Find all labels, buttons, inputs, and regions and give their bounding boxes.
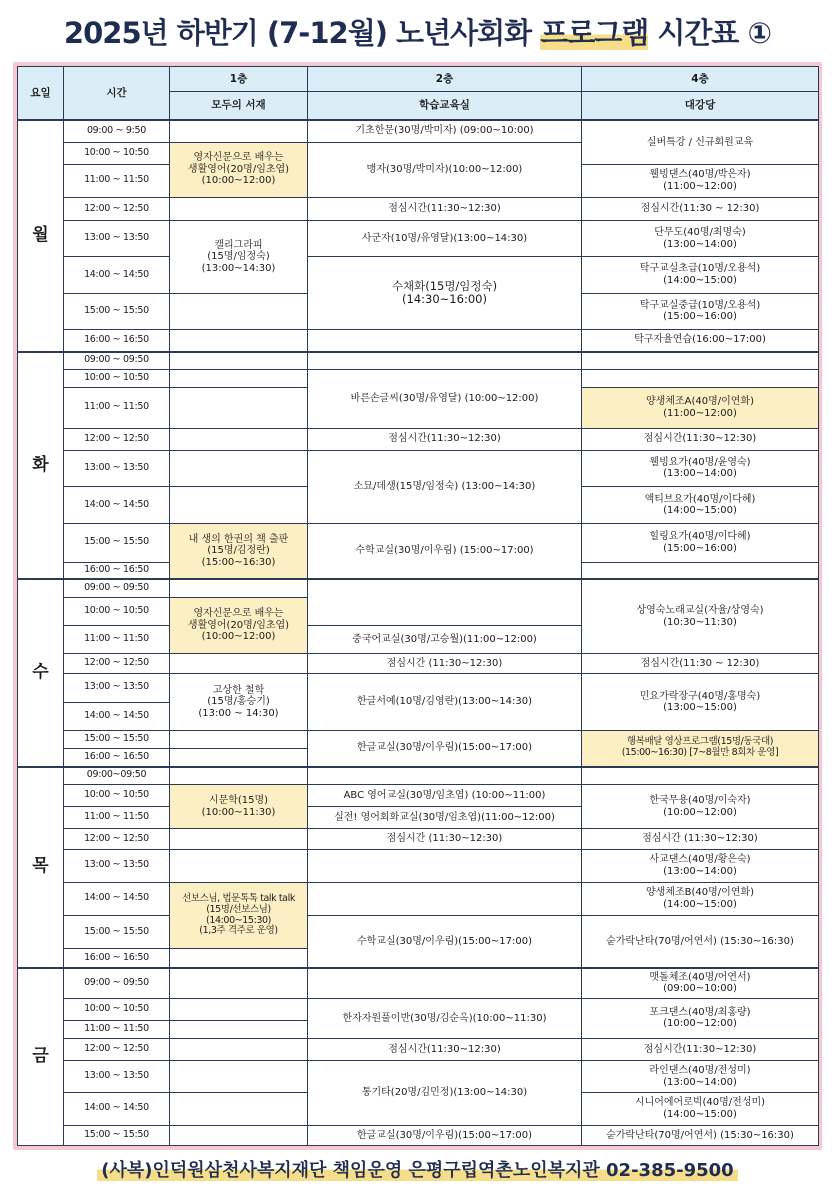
table-row	[18, 197, 819, 220]
empty-cell	[170, 428, 308, 450]
table-row	[18, 257, 819, 293]
table-row	[18, 785, 819, 807]
program-cell: 한글교실(30명/이우림)(15:00~17:00)	[308, 1125, 582, 1145]
time-cell: 12:00 ~ 12:50	[64, 829, 170, 849]
program-cell: 탁구교실초급(10명/오용석) (14:00~15:00)	[582, 257, 819, 293]
empty-cell	[582, 370, 819, 388]
program-cell: 바른손글씨(30명/유영달) (10:00~12:00)	[308, 370, 582, 428]
program-cell: 수채화(15명/임정숙) (14:30~16:00)	[308, 257, 582, 330]
program-cell: 맹자(30명/박미자)(10:00~12:00)	[308, 142, 582, 197]
day-label-tue: 화	[18, 352, 64, 580]
program-cell: 액티브요가(40명/이다혜) (14:00~15:00)	[582, 487, 819, 524]
program-cell: 웰빙댄스(40명/박은자) (11:00~12:00)	[582, 164, 819, 197]
time-cell: 10:00 ~ 10:50	[64, 998, 170, 1020]
empty-cell	[170, 968, 308, 998]
program-cell: 힐링요가(40명/이다혜) (15:00~16:00)	[582, 524, 819, 562]
time-cell: 14:00 ~ 14:50	[64, 257, 170, 293]
empty-cell	[308, 767, 582, 785]
program-cell-highlight: 내 생의 한권의 책 출판 (15명/김정란) (15:00~16:30)	[170, 524, 308, 579]
table-row	[18, 352, 819, 370]
time-cell: 15:00 ~ 15:50	[64, 524, 170, 562]
table-row	[18, 1061, 819, 1093]
program-cell: 점심시간(11:30~12:30)	[308, 1038, 582, 1060]
empty-cell	[170, 998, 308, 1020]
table-row	[18, 221, 819, 257]
empty-cell	[308, 882, 582, 915]
title-tail: 시간표 ①	[648, 16, 772, 50]
program-cell: 한글서예(10명/김영란)(13:00~14:30)	[308, 674, 582, 730]
table-row	[18, 916, 819, 949]
time-cell: 15:00 ~ 15:50	[64, 293, 170, 329]
empty-cell	[582, 352, 819, 370]
table-row	[18, 579, 819, 597]
empty-cell	[170, 949, 308, 968]
title-main: 2025년 하반기 (7-12월) 노년사회화	[63, 16, 541, 50]
time-cell: 10:00 ~ 10:50	[64, 370, 170, 388]
empty-cell	[170, 654, 308, 674]
time-cell: 15:00 ~ 15:50	[64, 916, 170, 949]
time-cell: 14:00 ~ 14:50	[64, 487, 170, 524]
footer-text: (사복)인덕원삼천사복지재단 책임운영 은평구립역촌노인복지관 02-385-9500	[97, 1160, 737, 1181]
time-cell: 09:00 ~ 9:50	[64, 120, 170, 142]
empty-cell	[170, 730, 308, 748]
program-cell: 점심시간(11:30~12:30)	[308, 428, 582, 450]
time-cell: 10:00 ~ 10:50	[64, 785, 170, 807]
empty-cell	[170, 1093, 308, 1125]
time-cell: 13:00 ~ 13:50	[64, 849, 170, 882]
time-cell: 11:00 ~ 11:50	[64, 388, 170, 428]
time-cell: 16:00 ~ 16:50	[64, 329, 170, 351]
table-row	[18, 674, 819, 702]
table-row	[18, 428, 819, 450]
time-cell: 12:00 ~ 12:50	[64, 428, 170, 450]
program-cell: 점심시간(11:30~12:30)	[582, 1038, 819, 1060]
empty-cell	[170, 388, 308, 428]
table-row	[18, 524, 819, 562]
program-cell: 웰빙요가(40명/윤영숙) (13:00~14:00)	[582, 450, 819, 486]
empty-cell	[170, 1020, 308, 1038]
program-cell: 중국어교실(30명/고승월)(11:00~12:00)	[308, 626, 582, 654]
table-row	[18, 829, 819, 849]
time-cell: 11:00 ~ 11:50	[64, 1020, 170, 1038]
program-cell: 통기타(20명/김민정)(13:00~14:30)	[308, 1061, 582, 1125]
program-cell: 사군자(10명/유영달)(13:00~14:30)	[308, 221, 582, 257]
program-cell: 사교댄스(40명/황은숙) (13:00~14:00)	[582, 849, 819, 882]
program-cell: 실전! 영어회화교실(30명/임초엽)(11:00~12:00)	[308, 807, 582, 829]
header-floor2: 2층	[308, 67, 582, 92]
program-cell: 소묘/데생(15명/임정숙) (13:00~14:30)	[308, 450, 582, 524]
empty-cell	[170, 829, 308, 849]
program-cell-highlight: 행복배달 영상프로그램(15명/동국대) (15:00~16:30) [7~8월만 8회차 운영]	[582, 730, 819, 766]
empty-cell	[170, 370, 308, 388]
header-room1: 모두의 서재	[170, 92, 308, 120]
program-cell: 양생체조B(40명/이연화) (14:00~15:00)	[582, 882, 819, 915]
time-cell: 10:00 ~ 10:50	[64, 142, 170, 164]
day-label-mon: 월	[18, 120, 64, 352]
table-row	[18, 730, 819, 748]
page-title	[0, 8, 835, 58]
time-cell: 14:00 ~ 14:50	[64, 702, 170, 730]
program-cell: 고상한 철학 (15명/홍승기) (13:00 ~ 14:30)	[170, 674, 308, 730]
empty-cell	[308, 329, 582, 351]
time-cell: 13:00 ~ 13:50	[64, 1061, 170, 1093]
empty-cell	[308, 849, 582, 882]
empty-cell	[170, 579, 308, 597]
empty-cell	[170, 849, 308, 882]
time-cell: 10:00 ~ 10:50	[64, 597, 170, 625]
program-cell: 점심시간 (11:30~12:30)	[582, 829, 819, 849]
header-floor4: 4층	[582, 67, 819, 92]
empty-cell	[170, 329, 308, 351]
program-cell: 기초한문(30명/박미자) (09:00~10:00)	[308, 120, 582, 142]
time-cell: 11:00 ~ 11:50	[64, 164, 170, 197]
program-cell: 점심시간(11:30~12:30)	[308, 197, 582, 220]
program-cell-highlight: 영자신문으로 배우는 생활영어(20명/임초엽) (10:00~12:00)	[170, 142, 308, 197]
time-cell: 11:00 ~ 11:50	[64, 626, 170, 654]
time-cell: 13:00 ~ 13:50	[64, 674, 170, 702]
empty-cell	[170, 1061, 308, 1093]
time-cell: 15:00 ~ 15:50	[64, 1125, 170, 1145]
program-cell: 민요가락장구(40명/홍명숙) (13:00~15:00)	[582, 674, 819, 730]
program-cell: 숟가락난타(70명/어연서) (15:30~16:30)	[582, 916, 819, 968]
header-day: 요일	[18, 67, 64, 120]
header-room2: 학습교육실	[308, 92, 582, 120]
empty-cell	[308, 579, 582, 625]
table-row	[18, 882, 819, 915]
program-cell-highlight: 영자신문으로 배우는 생활영어(20명/임초엽) (10:00~12:00)	[170, 597, 308, 653]
empty-cell	[308, 968, 582, 998]
program-cell: 한글교실(30명/이우림)(15:00~17:00)	[308, 730, 582, 766]
header-row-floors	[18, 67, 819, 92]
time-cell: 11:00 ~ 11:50	[64, 807, 170, 829]
program-cell: 점심시간(11:30~12:30)	[582, 428, 819, 450]
empty-cell	[582, 767, 819, 785]
program-cell: 맷돌체조(40명/어연서) (09:00~10:00)	[582, 968, 819, 998]
program-cell: 한자자원풀이반(30명/김순옥)(10:00~11:30)	[308, 998, 582, 1038]
program-cell-highlight: 양생체조A(40명/이연화) (11:00~12:00)	[582, 388, 819, 428]
table-row	[18, 450, 819, 486]
header-time: 시간	[64, 67, 170, 120]
day-label-thu: 목	[18, 767, 64, 968]
time-cell: 09:00 ~ 09:50	[64, 352, 170, 370]
empty-cell	[170, 1038, 308, 1060]
title-highlight: 프로그램	[540, 16, 649, 50]
table-row	[18, 767, 819, 785]
table-row	[18, 654, 819, 674]
program-cell: 숟가락난타(70명/어연서) (15:30~16:30)	[582, 1125, 819, 1145]
time-cell: 12:00 ~ 12:50	[64, 654, 170, 674]
program-cell-highlight: 선보스님, 법문톡톡 talk talk (15명/선보스님) (14:00~15:30) (1,3주 격주로 운영)	[170, 882, 308, 948]
empty-cell	[582, 562, 819, 579]
time-cell: 09:00 ~ 09:50	[64, 579, 170, 597]
table-row	[18, 370, 819, 388]
time-cell: 14:00 ~ 14:50	[64, 882, 170, 915]
time-cell: 09:00~09:50	[64, 767, 170, 785]
program-cell: 상영숙노래교실(자율/상영숙) (10:30~11:30)	[582, 579, 819, 654]
time-cell: 16:00 ~ 16:50	[64, 748, 170, 766]
empty-cell	[170, 767, 308, 785]
time-cell: 13:00 ~ 13:50	[64, 221, 170, 257]
empty-cell	[170, 1125, 308, 1145]
program-cell: 수학교실(30명/이우림)(15:00~17:00)	[308, 916, 582, 968]
day-label-fri: 금	[18, 968, 64, 1146]
table-row	[18, 998, 819, 1020]
empty-cell	[308, 352, 582, 370]
header-floor1: 1층	[170, 67, 308, 92]
program-cell: 점심시간 (11:30~12:30)	[308, 654, 582, 674]
time-cell: 13:00 ~ 13:50	[64, 450, 170, 486]
program-cell: 포크댄스(40명/최홍량) (10:00~12:00)	[582, 998, 819, 1038]
program-cell: 탁구교실중급(10명/오용석) (15:00~16:00)	[582, 293, 819, 329]
time-cell: 12:00 ~ 12:50	[64, 1038, 170, 1060]
table-row	[18, 968, 819, 998]
program-cell: 탁구자율연습(16:00~17:00)	[582, 329, 819, 351]
time-cell: 14:00 ~ 14:50	[64, 1093, 170, 1125]
time-cell: 16:00 ~ 16:50	[64, 949, 170, 968]
program-cell: 점심시간(11:30 ~ 12:30)	[582, 654, 819, 674]
table-row	[18, 120, 819, 142]
time-cell: 16:00 ~ 16:50	[64, 562, 170, 579]
table-row	[18, 849, 819, 882]
program-cell: 점심시간(11:30 ~ 12:30)	[582, 197, 819, 220]
table-row	[18, 1125, 819, 1145]
program-cell: 점심시간 (11:30~12:30)	[308, 829, 582, 849]
day-label-wed: 수	[18, 579, 64, 766]
table-row	[18, 329, 819, 351]
program-cell: 단무도(40명/최명숙) (13:00~14:00)	[582, 221, 819, 257]
program-cell-highlight: 시문학(15명) (10:00~11:30)	[170, 785, 308, 829]
empty-cell	[170, 120, 308, 142]
time-cell: 12:00 ~ 12:50	[64, 197, 170, 220]
program-cell: 수학교실(30명/이우림) (15:00~17:00)	[308, 524, 582, 579]
empty-cell	[170, 450, 308, 486]
program-cell: 한국무용(40명/이숙자) (10:00~12:00)	[582, 785, 819, 829]
program-cell: 캘리그라피 (15명/임정숙) (13:00~14:30)	[170, 221, 308, 294]
header-room4: 대강당	[582, 92, 819, 120]
schedule-table	[17, 66, 819, 1146]
time-cell: 15:00 ~ 15:50	[64, 730, 170, 748]
empty-cell	[170, 487, 308, 524]
table-row	[18, 1038, 819, 1060]
empty-cell	[170, 352, 308, 370]
program-cell: ABC 영어교실(30명/임초엽) (10:00~11:00)	[308, 785, 582, 807]
empty-cell	[170, 197, 308, 220]
program-cell: 시니어에어로빅(40명/전성미) (14:00~15:00)	[582, 1093, 819, 1125]
empty-cell	[170, 748, 308, 766]
program-cell: 라인댄스(40명/전성미) (13:00~14:00)	[582, 1061, 819, 1093]
program-cell: 실버특강 / 신규회원교육	[582, 120, 819, 164]
empty-cell	[170, 293, 308, 329]
time-cell: 09:00 ~ 09:50	[64, 968, 170, 998]
footer	[0, 1158, 835, 1184]
